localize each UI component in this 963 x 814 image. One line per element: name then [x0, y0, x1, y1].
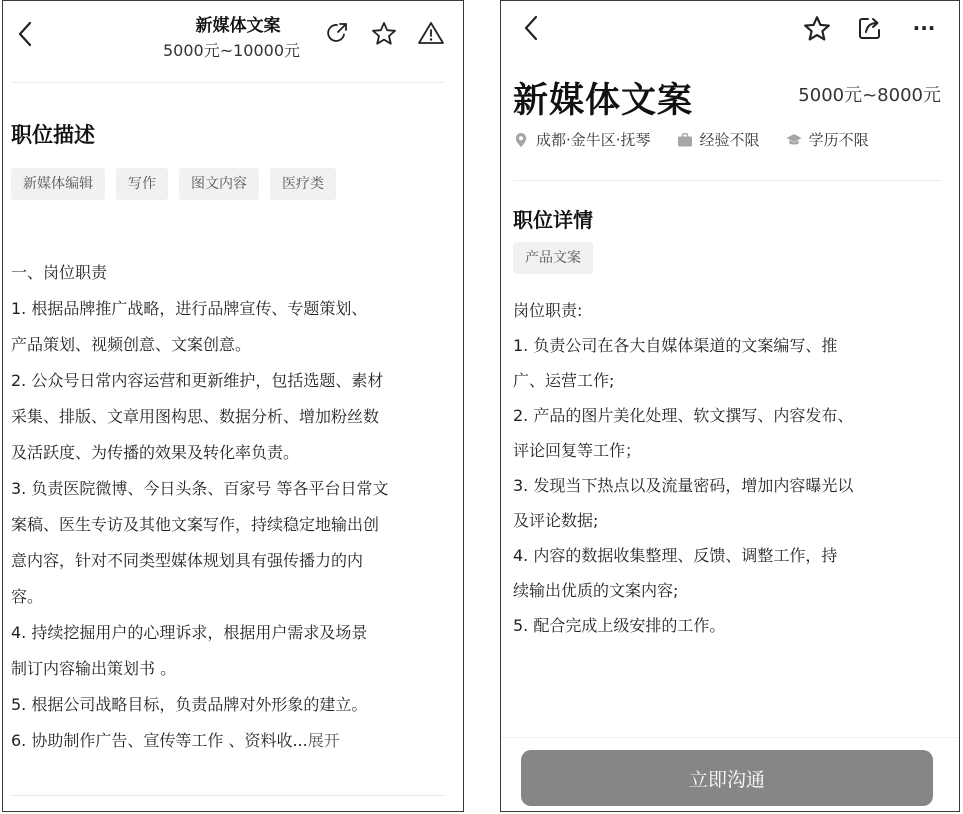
tag: 医疗类	[270, 168, 336, 200]
left-job-panel	[2, 0, 464, 812]
briefcase-icon	[677, 132, 693, 148]
bottom-action-bar	[501, 737, 959, 812]
experience-info	[677, 129, 760, 150]
description-last-line	[11, 723, 388, 759]
experience-text: 经验不限	[699, 131, 760, 149]
job-description	[11, 219, 388, 759]
description-line: 容。	[11, 587, 44, 606]
tag-list	[513, 242, 593, 274]
bottom-divider	[11, 795, 445, 796]
description-line	[513, 643, 853, 678]
tag-list	[11, 168, 336, 200]
share-icon[interactable]	[857, 15, 883, 41]
description-line: 5. 根据公司战略目标，负责品牌对外形象的建立。	[11, 695, 368, 714]
description-line: 4. 持续挖掘用户的心理诉求，根据用户需求及场景	[11, 623, 368, 642]
description-line: 2. 公众号日常内容运营和更新维护，包括选题、素材	[11, 371, 384, 390]
education-text: 学历不限	[808, 131, 869, 149]
share-arrow-icon[interactable]	[325, 21, 349, 45]
education-info	[786, 129, 869, 150]
description-line: 一、岗位职责	[11, 263, 108, 282]
tag: 新媒体编辑	[11, 168, 105, 200]
tag: 图文内容	[179, 168, 259, 200]
job-description	[513, 293, 853, 783]
job-meta	[513, 129, 869, 150]
star-icon[interactable]	[803, 15, 831, 42]
description-line: 1. 根据品牌推广战略，进行品牌宣传、专题策划、	[11, 299, 368, 318]
location-pin-icon	[513, 132, 529, 148]
description-line: 续输出优质的文案内容;	[513, 581, 679, 600]
graduation-cap-icon	[786, 132, 802, 148]
description-line	[513, 678, 853, 713]
more-icon[interactable]: ···	[912, 16, 936, 40]
section-title: 职位描述	[11, 123, 95, 147]
description-line: 采集、排版、文章用图构思、数据分析、增加粉丝数	[11, 407, 380, 426]
description-line: 岗位职责:	[513, 301, 583, 320]
description-line: 制订内容输出策划书 。	[11, 659, 177, 678]
salary-range: 5000元~8000元	[798, 85, 941, 106]
warning-icon[interactable]	[417, 21, 445, 45]
star-icon[interactable]	[371, 21, 397, 46]
description-line: 广、运营工作;	[513, 371, 615, 390]
location-text: 成都·金牛区·抚琴	[536, 131, 651, 149]
description-line: 意内容，针对不同类型媒体规划具有强传播力的内	[11, 551, 364, 570]
expand-link[interactable]: 展开	[307, 731, 340, 750]
description-line: 评论回复等工作；	[513, 441, 642, 460]
back-chevron-icon[interactable]	[523, 15, 539, 41]
description-line: 及评论数据;	[513, 511, 599, 530]
description-line: 4. 内容的数据收集整理、反馈、调整工作，持	[513, 546, 838, 565]
location-info	[513, 129, 651, 150]
description-line	[11, 219, 388, 255]
tag: 产品文案	[513, 242, 593, 274]
salary-range: 5000元~10000元	[163, 41, 301, 60]
header-divider	[11, 82, 445, 83]
job-title: 新媒体文案	[513, 81, 694, 121]
description-line: 5. 配合完成上级安排的工作。	[513, 616, 726, 635]
description-line: 产品策划、视频创意、文案创意。	[11, 335, 252, 354]
tag: 写作	[116, 168, 168, 200]
description-truncated-text: 6. 协助制作广告、宣传等工作 、资料收...	[11, 731, 308, 750]
meta-divider	[513, 180, 941, 181]
description-line: 3. 发现当下热点以及流量密码，增加内容曝光以	[513, 476, 854, 495]
description-line: 及活跃度、为传播的效果及转化率负责。	[11, 443, 300, 462]
right-job-panel	[500, 0, 960, 812]
description-line: 2. 产品的图片美化处理、软文撰写、内容发布、	[513, 406, 854, 425]
description-line: 3. 负责医院微博、今日头条、百家号 等各平台日常文	[11, 479, 389, 498]
description-line: 1. 负责公司在各大自媒体渠道的文案编写、推	[513, 336, 838, 355]
description-line: 案稿、医生专访及其他文案写作，持续稳定地输出创	[11, 515, 380, 534]
section-title: 职位详情	[513, 208, 593, 232]
chat-now-button[interactable]: 立即沟通	[521, 750, 933, 806]
job-title: 新媒体文案	[195, 16, 281, 36]
